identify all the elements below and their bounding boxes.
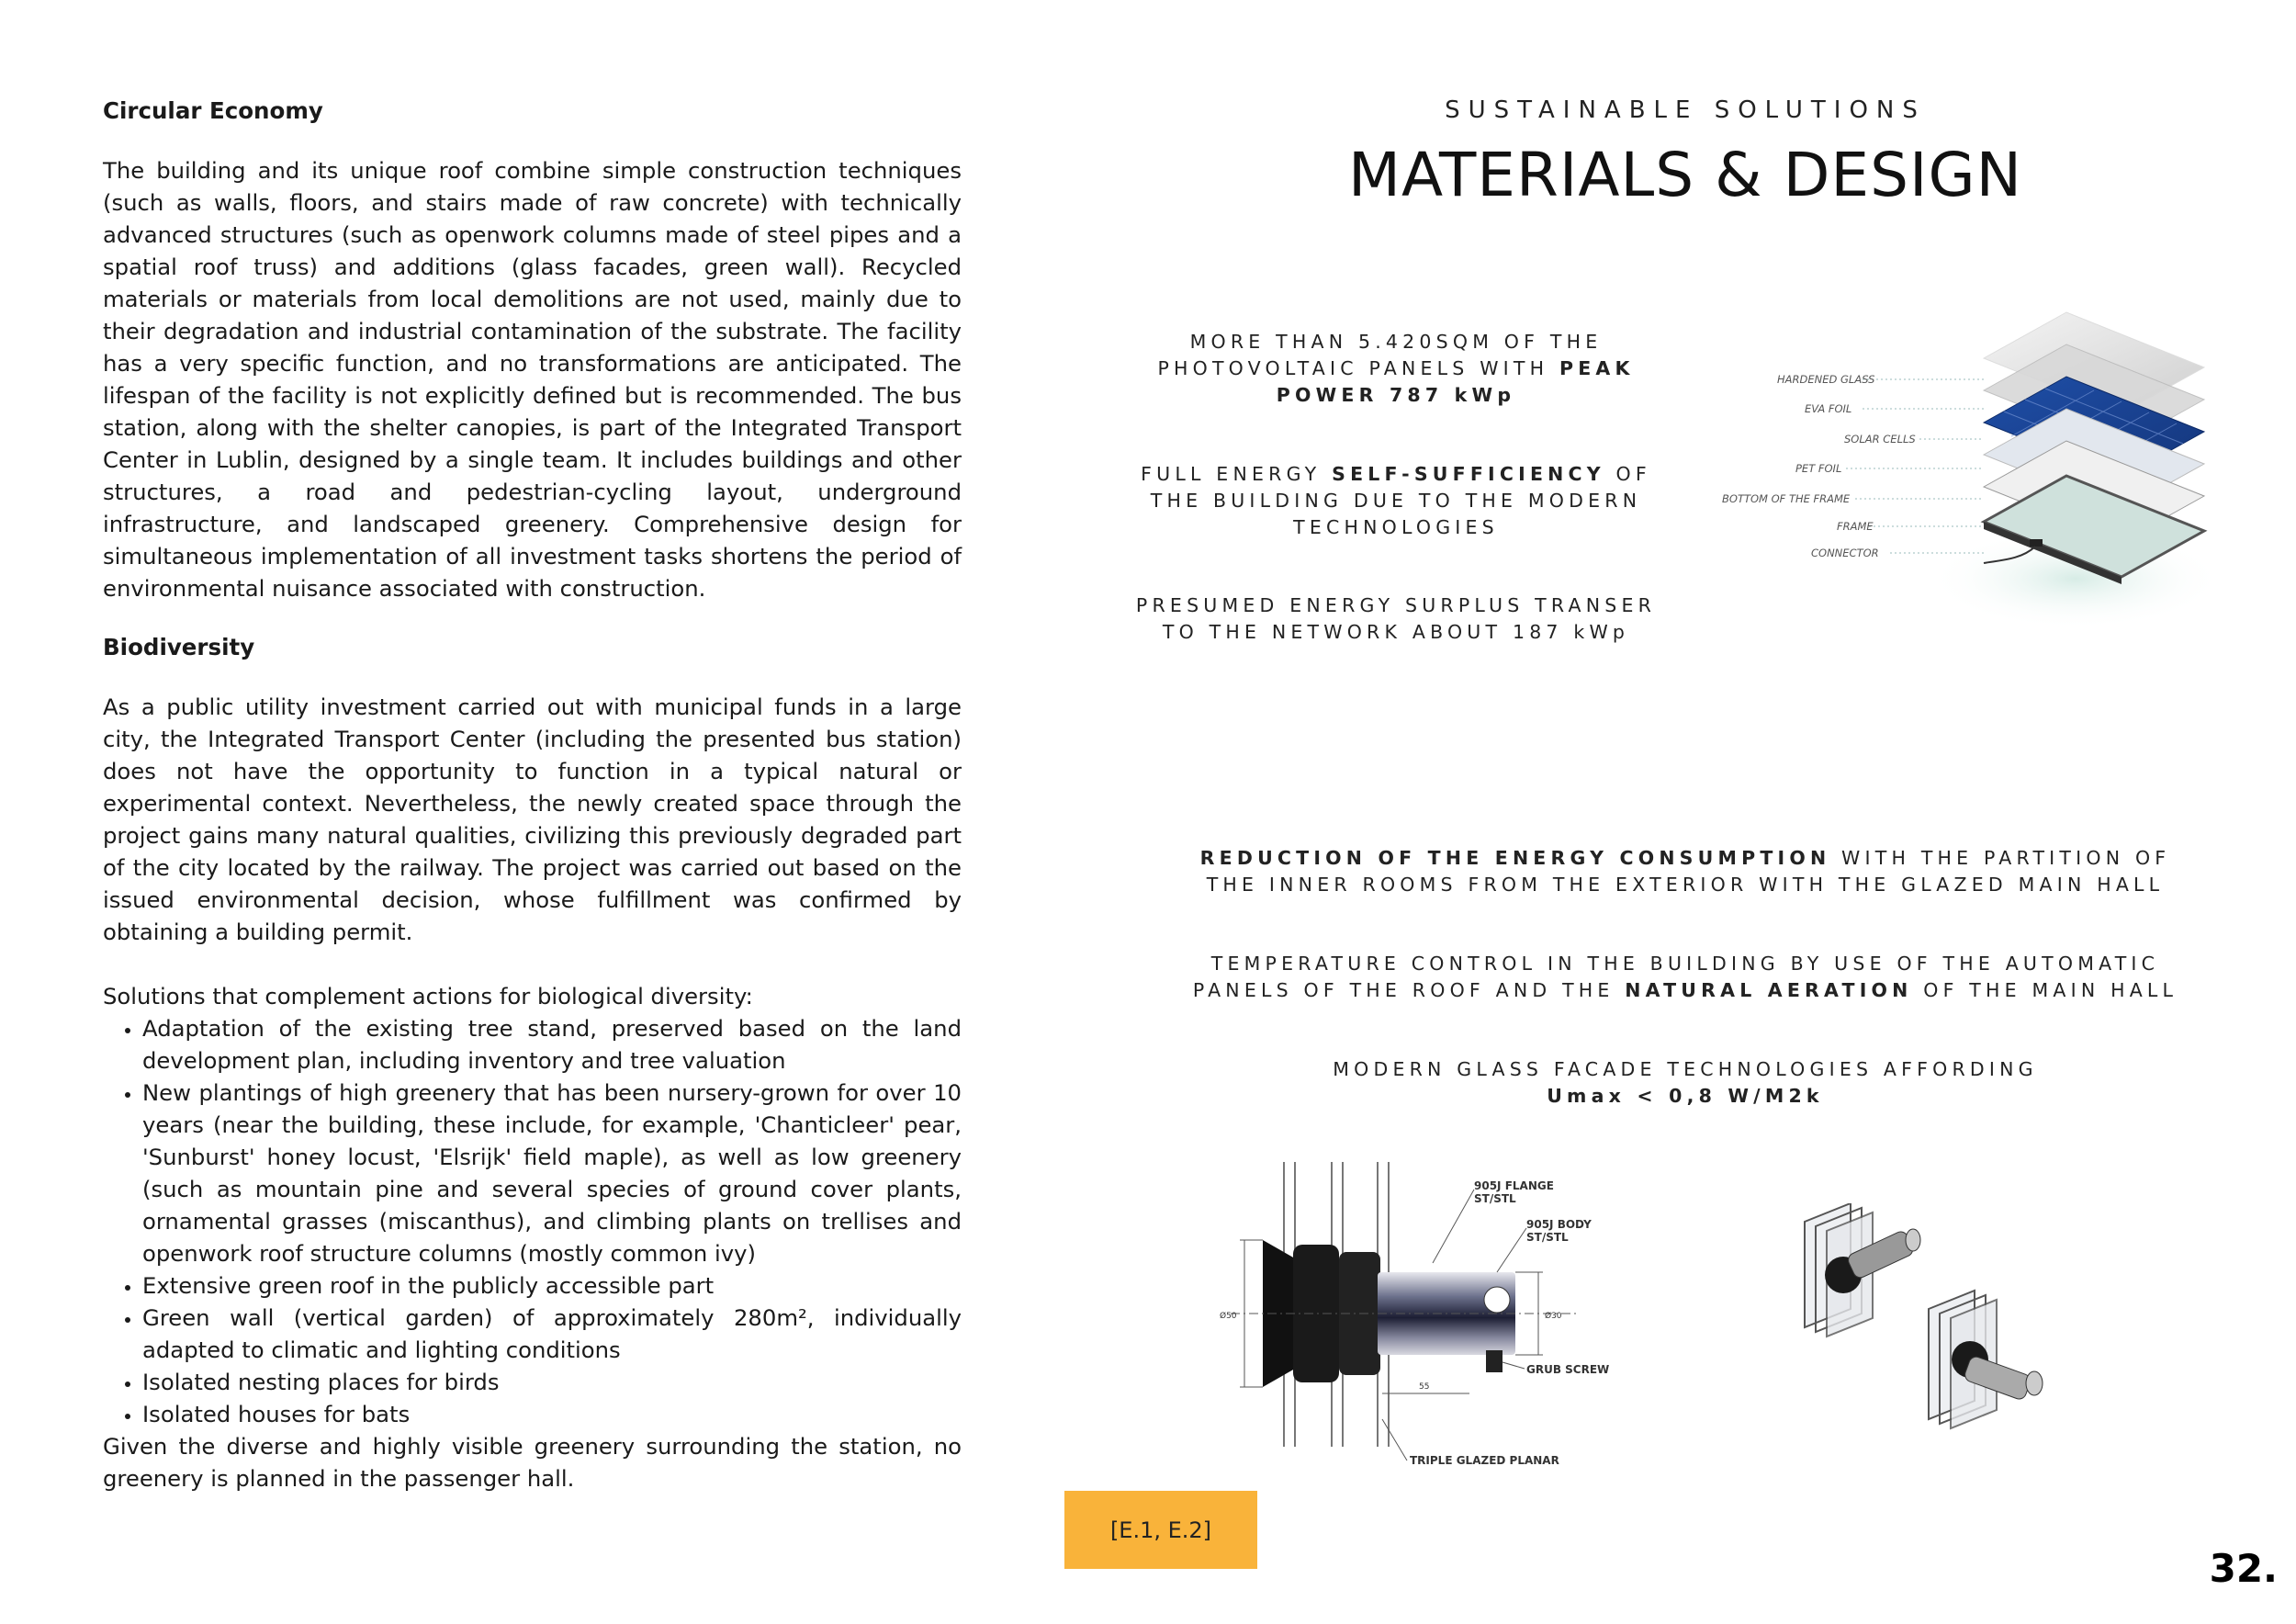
fact-energy-reduction — [1084, 845, 2287, 898]
list-item: • New plantings of high greenery that has been nursery-grown for over 10 years (near the building, these include, for example, 'Chanticleer' pear, 'Sunburst' honey locust, 'Elsrijk' field maple), as well as low greenery (such as mountain pine and several species of ground cover plants, ornamental grasses (miscanthus), and climbing plants on trellises and openwork roof structure columns (mostly common ivy) — [142, 1077, 962, 1269]
biodiversity-text: As a public utility investment carried out with municipal funds in a large city, the Integrated Transport Center (including the presented bus station) does not have the opportunity to function in a typical natural or experimental context. Nevertheless, the newly created space through the project gains many natural qualities, civilizing this previously degraded part of the city located by the railway. The project was carried out based on the issued environmental decision, whose fulfillment was confirmed by obtaining a building permit. — [103, 694, 962, 945]
fact-line — [1084, 382, 1708, 409]
fitting-label: GRUB SCREW — [1526, 1363, 1610, 1376]
solar-label: FRAME — [1837, 520, 1874, 533]
fact-line: TEMPERATURE CONTROL IN THE BUILDING BY USE OF THE AUTOMATIC — [1210, 953, 2160, 975]
solar-label: PET FOIL — [1795, 462, 1842, 475]
solutions-list — [103, 1012, 962, 1430]
solutions-intro: Solutions that complement actions for biological diversity: — [103, 983, 753, 1009]
fact-bold: PEAK — [1559, 357, 1635, 379]
fact-line: MORE THAN 5.420SQM OF THE — [1189, 331, 1603, 353]
fitting-label: 905J FLANGE — [1474, 1179, 1554, 1192]
circular-economy-heading: Circular Economy — [103, 97, 323, 124]
fact-line: MODERN GLASS FACADE TECHNOLOGIES AFFORDING — [1333, 1058, 2038, 1080]
section-kicker: SUSTAINABLE SOLUTIONS — [1445, 96, 1926, 124]
fact-text: FULL ENERGY — [1141, 463, 1333, 485]
fitting-label: 905J BODY — [1526, 1218, 1592, 1231]
page-number: 32. — [2209, 1546, 2278, 1591]
solar-panel-diagram — [1708, 303, 2241, 634]
solar-label: CONNECTOR — [1811, 547, 1879, 559]
fact-text: WITH THE PARTITION OF — [1830, 847, 2171, 869]
fact-bold: POWER 787 kWp — [1276, 384, 1516, 406]
fact-bold: REDUCTION OF THE ENERGY CONSUMPTION — [1199, 847, 1831, 869]
grub-screw — [1486, 1350, 1503, 1372]
fact-line: TO THE NETWORK ABOUT 187 kWp — [1162, 621, 1630, 643]
list-item: • Green wall (vertical garden) of approximately 280m², individually adapted to climatic and lighting conditions — [142, 1302, 962, 1366]
fact-line: THE INNER ROOMS FROM THE EXTERIOR WITH THE GLAZED MAIN HALL — [1206, 874, 2165, 896]
list-item: • Adaptation of the existing tree stand, preserved based on the land development plan, including inventory and tree valuation — [142, 1012, 962, 1077]
fact-bold: SELF-SUFFICIENCY — [1332, 463, 1605, 485]
left-column — [103, 90, 962, 1494]
fact-line — [1084, 977, 2287, 1004]
fitting-label: TRIPLE GLAZED PLANAR — [1410, 1454, 1559, 1467]
fact-line — [1084, 1083, 2287, 1110]
fitting-label: ST/STL — [1526, 1231, 1569, 1244]
list-item: • Isolated houses for bats — [142, 1398, 962, 1430]
isometric-fittings — [1795, 1203, 2071, 1451]
reference-text: [E.1, E.2] — [1109, 1517, 1212, 1543]
page-title: MATERIALS & DESIGN — [1348, 140, 2022, 210]
list-item: • Isolated nesting places for birds — [142, 1366, 962, 1398]
fact-photovoltaic — [1084, 329, 1708, 409]
reference-tag — [1064, 1491, 1257, 1569]
fact-self-sufficiency — [1084, 461, 1708, 541]
body-hole — [1484, 1287, 1510, 1313]
list-item: • Extensive green roof in the publicly accessible part — [142, 1269, 962, 1302]
dimension-label: Ø30 — [1545, 1312, 1562, 1321]
dimension-label: Ø50 — [1220, 1312, 1237, 1321]
fact-line — [1084, 461, 1708, 488]
fact-line — [1084, 845, 2287, 872]
closing-text: Given the diverse and highly visible greenery surrounding the station, no greenery is planned in the passenger hall. — [103, 1433, 962, 1492]
fact-line: PRESUMED ENERGY SURPLUS TRANSER — [1135, 594, 1657, 616]
dimension-label: 55 — [1419, 1382, 1430, 1392]
fact-line: THE BUILDING DUE TO THE MODERN — [1150, 490, 1642, 512]
fitting-label: ST/STL — [1474, 1192, 1516, 1205]
solar-label: BOTTOM OF THE FRAME — [1722, 492, 1851, 505]
solar-label: SOLAR CELLS — [1844, 433, 1916, 445]
fact-temperature-control — [1084, 951, 2287, 1004]
fact-energy-surplus — [1084, 592, 1708, 646]
fact-text: OF THE MAIN HALL — [1912, 979, 2178, 1001]
solar-label: EVA FOIL — [1805, 402, 1852, 415]
fact-line — [1084, 355, 1708, 382]
fact-bold: NATURAL AERATION — [1625, 979, 1913, 1001]
fact-glass-facade — [1084, 1056, 2287, 1110]
biodiversity-heading: Biodiversity — [103, 634, 255, 660]
glass-fitting-drawing — [1194, 1153, 1635, 1479]
solar-label: HARDENED GLASS — [1777, 373, 1875, 386]
fitting-iso-1 — [1805, 1203, 1920, 1336]
fact-bold: Umax < 0,8 W/M2k — [1547, 1085, 1824, 1107]
fact-text: PHOTOVOLTAIC PANELS WITH — [1157, 357, 1559, 379]
connector-box — [2030, 539, 2043, 547]
fact-text: OF — [1604, 463, 1651, 485]
fact-text: PANELS OF THE ROOF AND THE — [1192, 979, 1626, 1001]
fitting-iso-2 — [1929, 1291, 2043, 1428]
circular-economy-text: The building and its unique roof combine simple construction techniques (such as walls, floors, and stairs made of raw concrete) with technically advanced structures (such as openwork columns made of steel pipes and a spatial roof truss) and additions (glass facades, green wall). Recycled materials or materials from local demolitions are not used, mainly due to their degradation and industrial contamination of the substrate. The facility has a very specific function, and no transformations are anticipated. The lifespan of the facility is not explicitly defined but is recommended. The bus station, along with the shelter canopies, is part of the Integrated Transport Center in Lublin, designed by a single team. It includes buildings and other structures, a road and pedestrian-cycling layout, underground infrastructure, and landscaped greenery. Comprehensive design for simultaneous implementation of all investment tasks shortens the period of environmental nuisance associated with construction. — [103, 157, 962, 602]
fact-line: TECHNOLOGIES — [1293, 516, 1499, 538]
